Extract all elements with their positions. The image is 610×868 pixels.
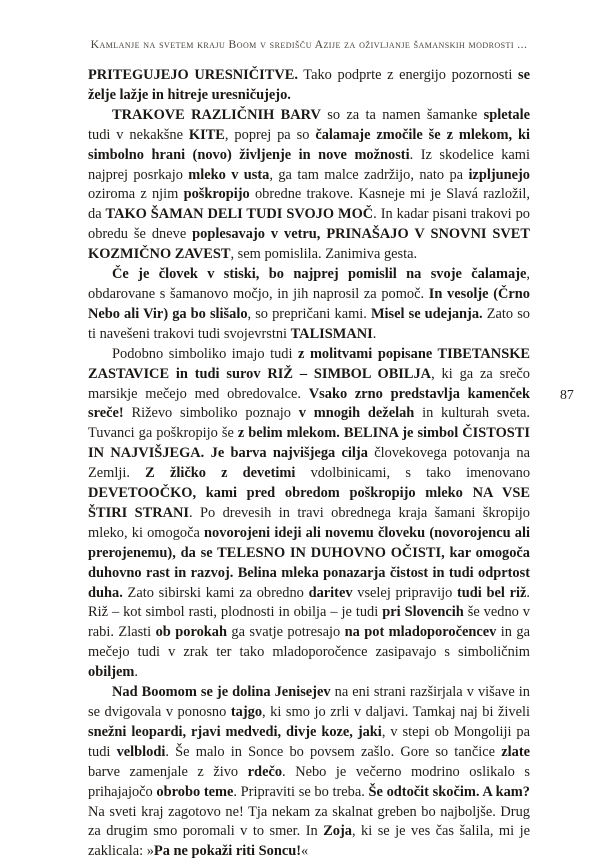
text-segment: na eni strani razširjala v višave in se dvigovala v ponosno bbox=[88, 684, 530, 720]
text-segment: , obdarovane s šamanovo močjo, in jih naprosil za pomoč. bbox=[88, 266, 530, 302]
bold-text-segment: poškropijo bbox=[183, 186, 250, 203]
bold-text-segment: Nad Boomom se je dolina Jenisejev bbox=[112, 684, 331, 701]
text-segment: so za ta namen šamanke bbox=[320, 106, 484, 123]
body-text bbox=[88, 66, 530, 862]
text-segment: , ki ga za srečo marsikje mečejo med obredovalce. bbox=[88, 365, 530, 402]
bold-text-segment: pri Slovencih bbox=[382, 604, 464, 621]
text-segment: obredne trakove. Kasneje mi je Slavá razložil, da bbox=[88, 186, 531, 223]
bold-text-segment: tajgo bbox=[230, 704, 263, 720]
bold-text-segment: zlate bbox=[501, 743, 530, 760]
bold-text-segment: TRAKOVE RAZLIČNIH BARV bbox=[112, 106, 321, 123]
bold-text-segment: z belim mlekom. BELINA je simbol ČISTOSTI IN NAJVIŠJEGA. Je barva najvišjega cilja bbox=[88, 425, 530, 462]
bold-text-segment: z molitvami popisane TIBETANSKE ZASTAVICE in tudi surov RIŽ – SIMBOL OBILJA bbox=[88, 345, 530, 382]
bold-text-segment: obrobo teme bbox=[156, 783, 234, 800]
paragraph bbox=[88, 265, 530, 345]
bold-text-segment: mleko v usta bbox=[188, 166, 270, 183]
text-segment: ga svatje potresajo bbox=[226, 624, 345, 641]
bold-text-segment: PRITEGUJEJO URESNIČITVE. bbox=[88, 67, 298, 83]
bold-text-segment: spletale bbox=[483, 106, 531, 123]
text-segment: . Še malo in Sonce bo povsem zašlo. Gore so tančice bbox=[165, 743, 502, 760]
bold-text-segment: izpljunejo bbox=[468, 166, 530, 183]
paragraph bbox=[88, 106, 530, 265]
paragraph bbox=[88, 66, 530, 106]
text-segment: , ki se je ves čas šalila, mi je zaklicala: » bbox=[88, 823, 530, 860]
text-segment: Podobno simboliko imajo tudi bbox=[112, 345, 299, 362]
bold-text-segment: Če je človek v stiski, bo najprej pomislil na svoje čalamaje bbox=[112, 266, 527, 283]
text-segment: še vedno v rabi. Zlasti bbox=[88, 604, 530, 641]
bold-text-segment: na pot mladoporočencev bbox=[344, 624, 497, 641]
page-number: 87 bbox=[560, 387, 574, 402]
text-segment: . Nebo je večerno modrino oslikalo s prihajajočo bbox=[88, 763, 530, 800]
bold-text-segment: In vesolje (Črno Nebo ali Vir) ga bo slišalo bbox=[88, 285, 530, 322]
text-segment: . bbox=[134, 664, 138, 681]
text-segment: in ga mečejo tudi v zrak ter tako mladoporočence zasipavajo s simboličnim bbox=[88, 624, 530, 661]
text-segment: , so prepričani kami. bbox=[247, 305, 371, 322]
bold-text-segment: Še odtočit skočim. A kam? bbox=[368, 783, 530, 800]
text-segment: Zato so ti navešeni trakovi tudi svojevrstni bbox=[88, 305, 530, 342]
text-segment: Zato sibirski kami za obredno bbox=[122, 584, 309, 601]
text-segment: . Riž – kot simbol rasti, plodnosti in obilja – je tudi bbox=[88, 584, 530, 621]
bold-text-segment: Zoja bbox=[323, 823, 352, 840]
bold-text-segment: Pa ne pokaži riti Soncu! bbox=[153, 843, 302, 860]
text-segment: oziroma z njim bbox=[88, 186, 184, 203]
bold-text-segment: v mnogih deželah bbox=[298, 405, 415, 422]
text-segment: Tako podprte z energijo pozornosti bbox=[297, 67, 518, 83]
text-segment: « bbox=[301, 843, 309, 860]
text-segment: . Pripraviti se bo treba. bbox=[233, 783, 369, 800]
paragraph bbox=[88, 345, 530, 683]
text-segment: , poprej pa so bbox=[224, 126, 316, 143]
bold-text-segment: čalamaje zmočile še z mlekom, ki simbolno hrani (novo) življenje in nove možnosti bbox=[88, 126, 530, 163]
bold-text-segment: Misel se udejanja. bbox=[370, 305, 483, 322]
text-segment: tudi v nekakšne bbox=[88, 126, 189, 143]
paragraph bbox=[88, 683, 530, 862]
text-segment: , ki smo jo zrli v daljavi. Tamkaj naj bi živeli bbox=[262, 704, 530, 720]
bold-text-segment: poplesavajo v vetru, PRINAŠAJO V SNOVNI SVET KOZMIČNO ZAVEST bbox=[88, 226, 530, 263]
text-segment: Riževo simboliko poznajo bbox=[123, 405, 299, 422]
bold-text-segment: TAKO ŠAMAN DELI TUDI SVOJO MOČ bbox=[105, 206, 374, 223]
running-header: Kamlanje na svetem kraju Boom v središču Azije za oživljanje šamanskih modrosti ... bbox=[90, 38, 528, 51]
bold-text-segment: Vsako zrno predstavlja kamenček sreče! bbox=[88, 385, 530, 422]
text-segment: . In kadar pisani trakovi po obredu še dneve bbox=[88, 206, 530, 243]
text-segment: , v stepi ob Mongoliji pa tudi bbox=[88, 723, 530, 760]
text-segment: in kulturah sveta. Tuvanci ga poškropijo še bbox=[88, 405, 530, 442]
text-segment: . Po drevesih in travi obrednega kraja šamani škropijo mleko, ki omogoča bbox=[88, 504, 530, 541]
text-segment: . bbox=[372, 325, 377, 342]
bold-text-segment: tudi bel riž bbox=[457, 584, 527, 601]
bold-text-segment: KITE bbox=[188, 126, 225, 143]
bold-text-segment: rdečo bbox=[247, 763, 283, 780]
text-segment: . Iz skodelice kami najprej posrkajo bbox=[88, 146, 530, 183]
text-segment: Na sveti kraj zagotovo ne! Tja nekam za skalnat greben bo najboljše. Drug za drugim smo poromali v to smer. In bbox=[88, 803, 530, 840]
text-segment: , ga tam malce zadržijo, nato pa bbox=[269, 166, 469, 183]
bold-text-segment: novorojeni ideji ali novemu človeku (novorojencu ali prerojenemu), da se TELESNO IN DUHOVNO OČISTI, kar omogoča duhovno rast in razvoj. Belina mleka ponazarja čistost in tudi odprtost duha. bbox=[88, 524, 530, 601]
text-segment: , sem pomislila. Zanimiva gesta. bbox=[230, 246, 418, 263]
bold-text-segment: TALISMANI bbox=[290, 325, 373, 342]
bold-text-segment: obiljem bbox=[88, 664, 135, 681]
text-segment: človekovega potovanja na Zemlji. bbox=[88, 445, 530, 482]
bold-text-segment: snežni leopardi, rjavi medvedi, divje koze, jaki bbox=[88, 723, 382, 740]
bold-text-segment: DEVETOOČKO, kami pred obredom poškropijo mleko NA VSE ŠTIRI STRANI bbox=[88, 485, 530, 521]
bold-text-segment: ob porokah bbox=[155, 624, 227, 641]
bold-text-segment: se želje lažje in hitreje uresničujejo. bbox=[88, 67, 530, 103]
bold-text-segment: daritev bbox=[308, 584, 353, 601]
text-segment: vselej pripravijo bbox=[352, 584, 457, 601]
bold-text-segment: Z žličko z devetimi bbox=[145, 465, 296, 482]
text-segment: barve zamenjale z živo bbox=[88, 763, 248, 780]
text-segment: vdolbinicami, s tako imenovano bbox=[295, 465, 531, 482]
bold-text-segment: velblodi bbox=[116, 743, 166, 760]
